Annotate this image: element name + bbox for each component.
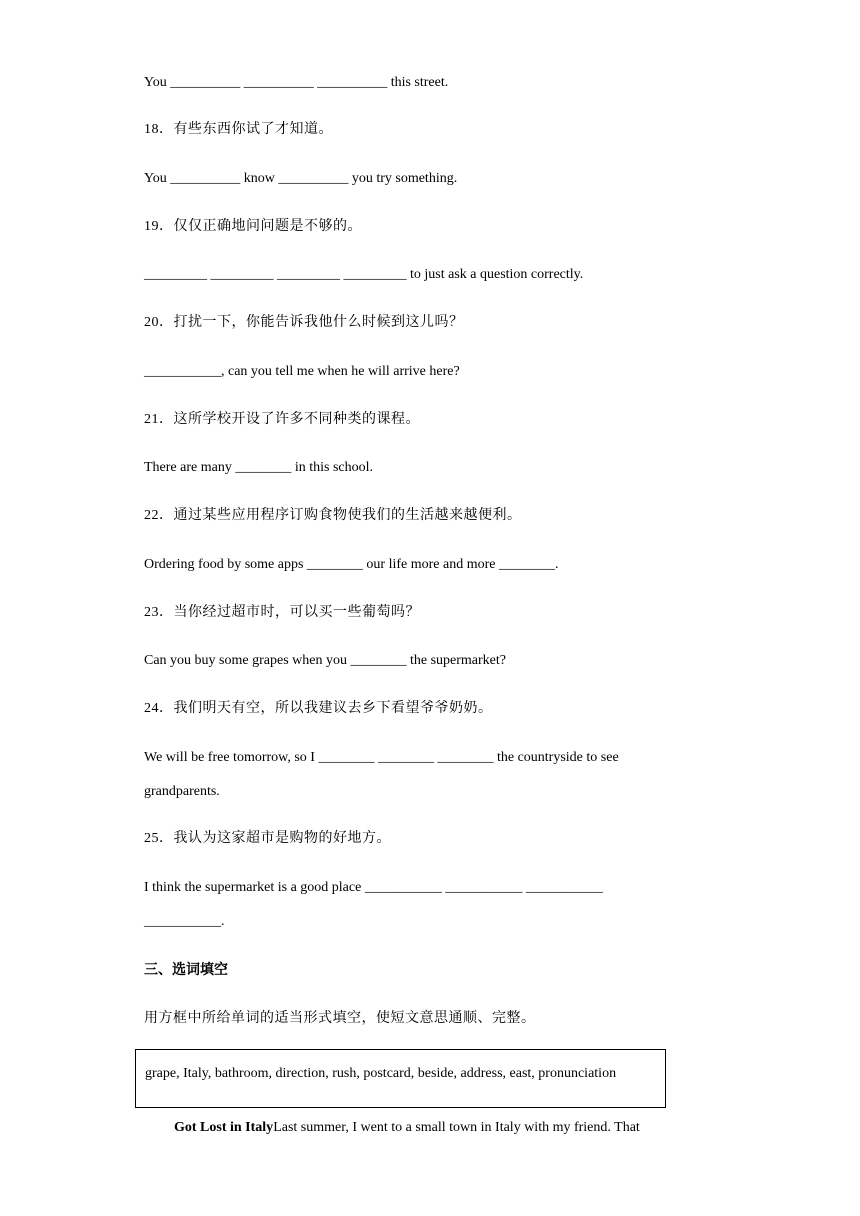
line-19-answer: _________ _________ _________ _________ to just ask a question correctly. [144, 267, 584, 282]
word-box [135, 1049, 666, 1108]
line-22-answer: Ordering food by some apps ________ our life more and more ________. [144, 557, 559, 572]
line-21-answer: There are many ________ in this school. [144, 460, 374, 475]
line-20-answer: ___________, can you tell me when he will arrive here? [144, 364, 460, 379]
question-21: 21．这所学校开设了许多不同种类的课程。 [144, 412, 420, 427]
instruction: 用方框中所给单词的适当形式填空，使短文意思通顺、完整。 [144, 1011, 536, 1026]
line-18-answer: You __________ know __________ you try something. [144, 171, 458, 186]
question-25: 25．我认为这家超市是购物的好地方。 [144, 831, 391, 846]
question-22: 22．通过某些应用程序订购食物使我们的生活越来越便利。 [144, 508, 522, 523]
line-1: You __________ __________ __________ this street. [144, 75, 449, 90]
section-title: 三、选词填空 [144, 962, 228, 978]
line-24-answer-cont: grandparents. [144, 784, 220, 799]
passage-title: Got Lost in Italy [174, 1120, 274, 1135]
question-20: 20．打扰一下，你能告诉我他什么时候到这儿吗？ [144, 315, 464, 330]
line-25-answer-cont: ___________. [144, 914, 225, 929]
question-23: 23．当你经过超市时，可以买一些葡萄吗？ [144, 605, 420, 620]
word-box-text: grape, Italy, bathroom, direction, rush, postcard, beside, address, east, pronunciation [145, 1066, 617, 1081]
passage-first-line [174, 1118, 640, 1138]
line-24-answer: We will be free tomorrow, so I ________ ________ ________ the countryside to see [144, 750, 619, 765]
question-24: 24．我们明天有空，所以我建议去乡下看望爷爷奶奶。 [144, 701, 493, 716]
question-19: 19．仅仅正确地问问题是不够的。 [144, 219, 362, 234]
question-18: 18．有些东西你试了才知道。 [144, 122, 333, 137]
passage-text: Last summer, I went to a small town in Italy with my friend. That [273, 1120, 640, 1135]
line-23-answer: Can you buy some grapes when you ________ the supermarket? [144, 653, 506, 668]
line-25-answer: I think the supermarket is a good place ___________ ___________ ___________ [144, 880, 603, 895]
